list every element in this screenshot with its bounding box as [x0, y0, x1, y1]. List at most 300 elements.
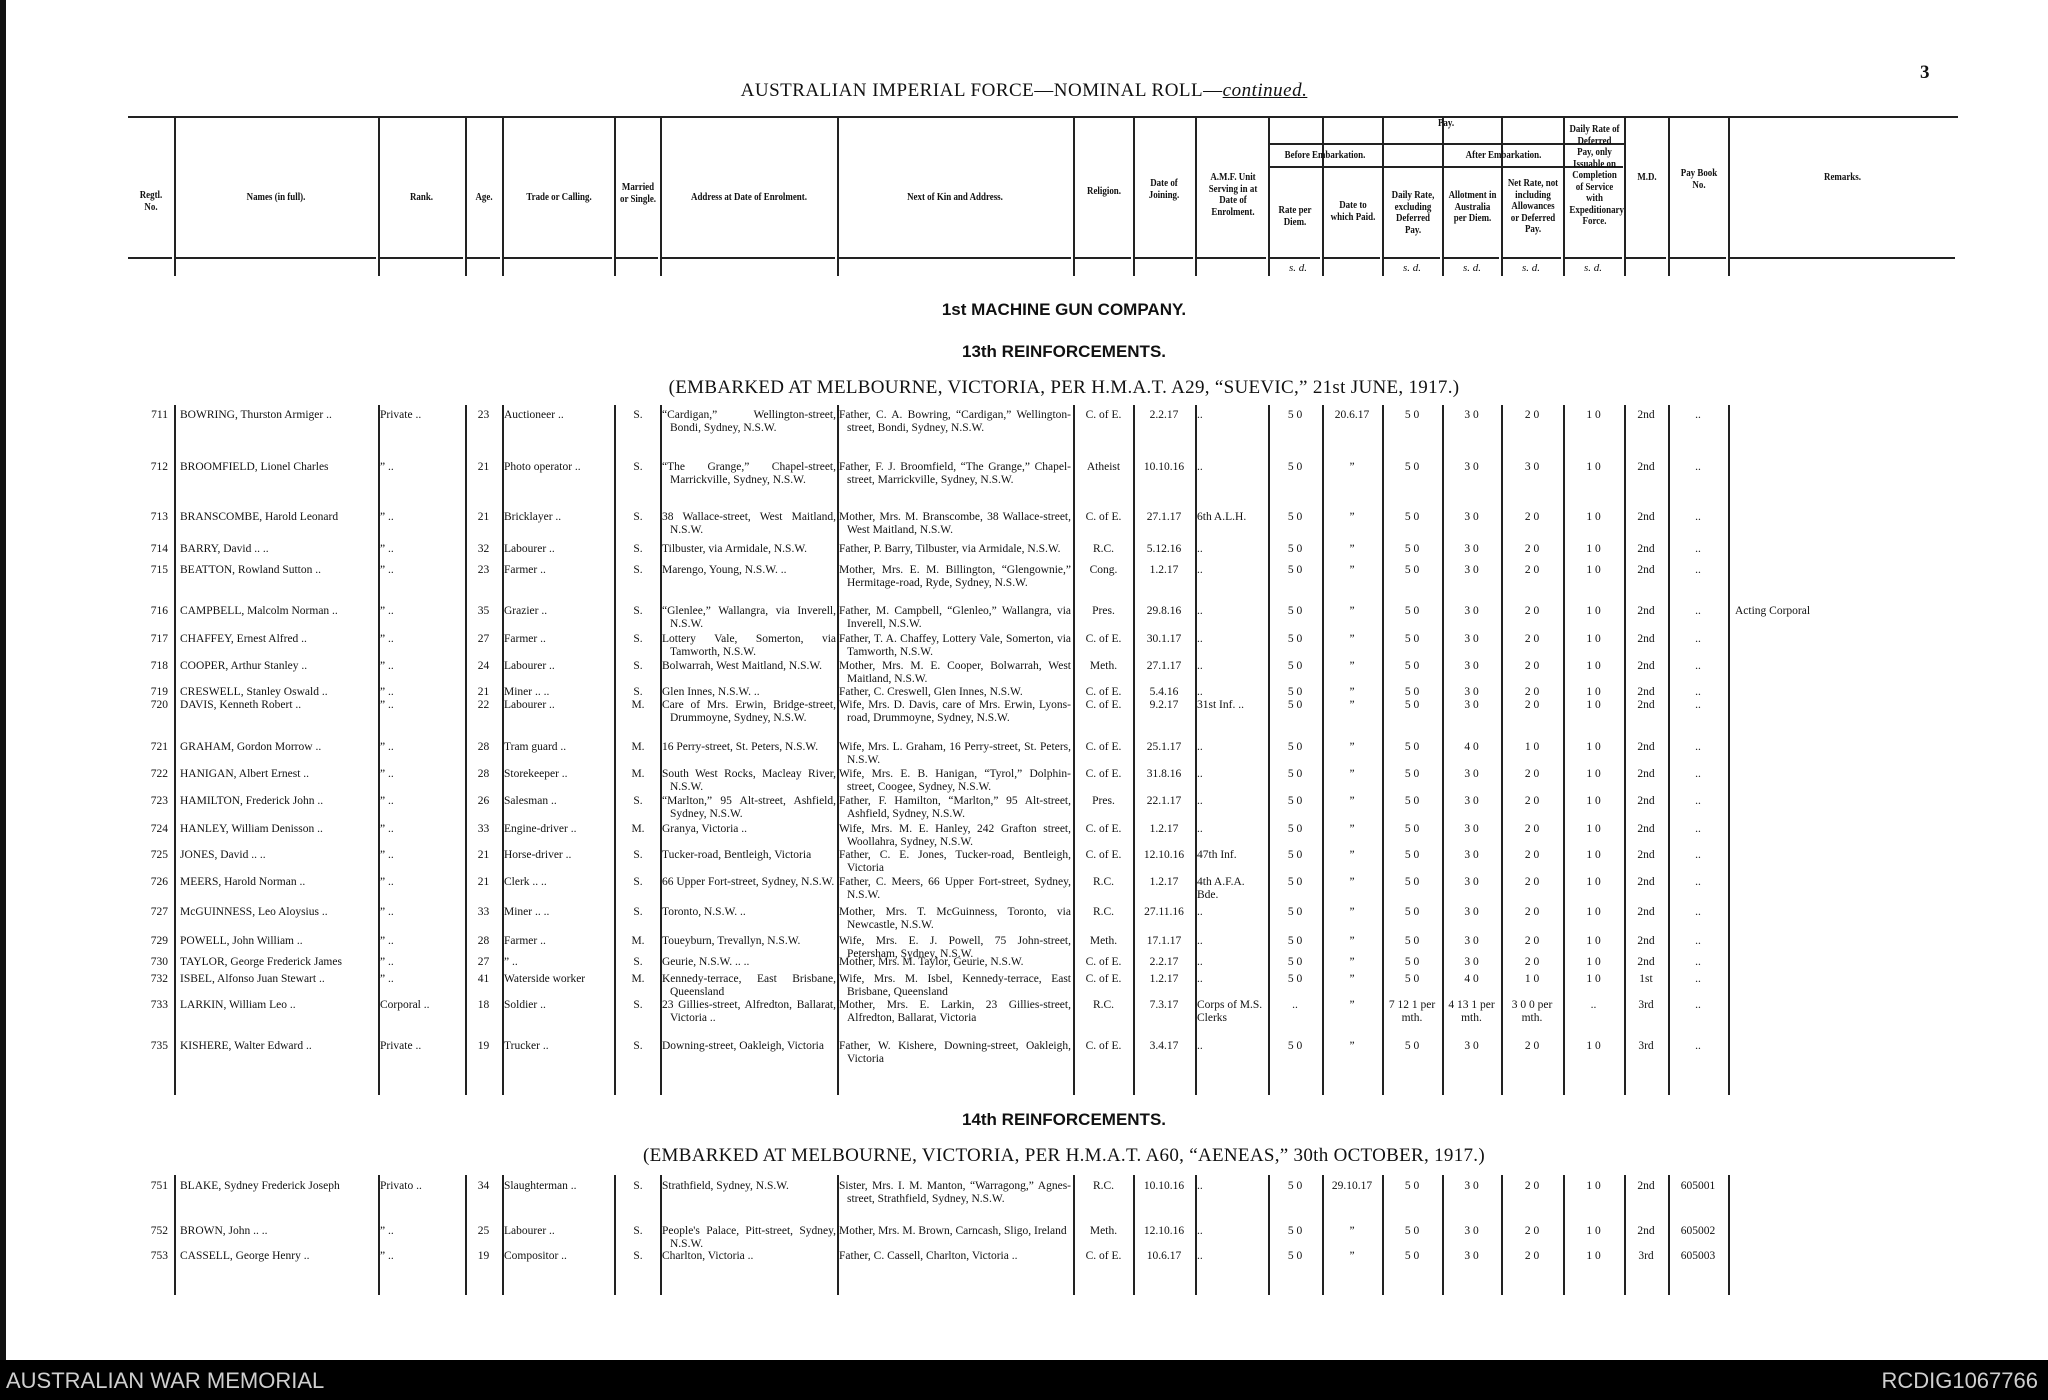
header-bottom-rule — [1730, 257, 1955, 259]
cell-kin: Father, P. Barry, Tilbuster, via Armidale, N.S.W. — [839, 543, 1061, 555]
cell-ms: S. — [633, 1250, 643, 1262]
cell-allot: 3 0 — [1464, 795, 1479, 807]
page-title — [0, 80, 2048, 102]
header-bottom-rule — [1444, 257, 1499, 259]
cell-allot: 3 0 — [1464, 409, 1479, 421]
cell-paybook: .. — [1695, 461, 1701, 473]
cell-net: 2 0 — [1524, 849, 1540, 861]
cell-religion: C. of E. — [1085, 511, 1122, 523]
cell-deferred: 1 0 — [1586, 876, 1601, 888]
cell-ms: S. — [633, 511, 643, 523]
cell-daily: 5 0 — [1404, 409, 1420, 421]
cell-kin: Wife, Mrs. L. Graham, 16 Perry-street, St. Peters, N.S.W. — [839, 741, 1071, 766]
cell-allot: 3 0 — [1464, 699, 1479, 711]
cell-allot: 3 0 — [1464, 686, 1479, 698]
cell-rate: 5 0 — [1287, 409, 1303, 421]
cell-ms: S. — [633, 876, 643, 888]
cell-address: “Cardigan,” Wellington-street, Bondi, Sydney, N.S.W. — [662, 409, 836, 434]
cell-kin: Father, F. J. Broomfield, “The Grange,” Chapel-street, Marrickville, Sydney, N.S.W. — [839, 461, 1071, 486]
cell-regt: 735 — [150, 1040, 168, 1052]
footer-bar — [0, 1360, 2048, 1400]
cell-age: 21 — [477, 461, 490, 473]
cell-deferred: 1 0 — [1586, 1040, 1601, 1052]
cell-regt: 751 — [150, 1180, 168, 1192]
cell-allot: 3 0 — [1464, 823, 1479, 835]
cell-ms: S. — [633, 686, 643, 698]
cell-allot: 3 0 — [1464, 1250, 1479, 1262]
cell-md: 2nd — [1637, 741, 1655, 753]
cell-kin: Father, C. A. Bowring, “Cardigan,” Wellington-street, Bondi, Sydney, N.S.W. — [839, 409, 1071, 434]
cell-md: 2nd — [1637, 660, 1655, 672]
cell-ms: S. — [633, 633, 643, 645]
cell-paid: ” — [1349, 1040, 1355, 1052]
cell-kin: Mother, Mrs. E. Larkin, 23 Gillies-street, Alfredton, Ballarat, Victoria — [839, 999, 1071, 1024]
cell-rank: ” .. — [380, 543, 394, 555]
cell-ms: M. — [631, 741, 645, 753]
cell-allot: 3 0 — [1464, 1225, 1479, 1237]
cell-deferred: 1 0 — [1586, 956, 1601, 968]
cell-md: 2nd — [1637, 686, 1655, 698]
cell-paybook: .. — [1695, 906, 1701, 918]
cell-net: 2 0 — [1524, 935, 1540, 947]
cell-trade: Waterside worker — [504, 973, 586, 985]
cell-paybook: 605002 — [1680, 1225, 1716, 1237]
cell-deferred: 1 0 — [1586, 660, 1601, 672]
cell-regt: 722 — [150, 768, 168, 780]
cell-religion: C. of E. — [1085, 768, 1122, 780]
cell-md: 2nd — [1637, 461, 1655, 473]
cell-religion: Pres. — [1092, 795, 1115, 807]
cell-regt: 719 — [150, 686, 168, 698]
column-divider — [1322, 116, 1324, 276]
cell-ms: S. — [633, 999, 643, 1011]
cell-allot: 4 0 — [1464, 741, 1479, 753]
cell-age: 26 — [477, 795, 490, 807]
cell-daily: 5 0 — [1404, 823, 1420, 835]
cell-paid: ” — [1349, 660, 1355, 672]
cell-address: “Marlton,” 95 Alt-street, Ashfield, Sydney, N.S.W. — [662, 795, 836, 820]
cell-paybook: .. — [1695, 686, 1701, 698]
cell-paybook: .. — [1695, 999, 1701, 1011]
cell-address: Tilbuster, via Armidale, N.S.W. — [662, 543, 807, 555]
cell-trade: Clerk .. .. — [504, 876, 547, 888]
cell-unit: 31st Inf. .. — [1197, 699, 1244, 711]
cell-age: 35 — [477, 605, 490, 617]
column-divider — [1668, 116, 1670, 276]
cell-allot: 3 0 — [1464, 564, 1479, 576]
cell-kin: Mother, Mrs. T. McGuinness, Toronto, via Newcastle, N.S.W. — [839, 906, 1071, 931]
sd-label: s. d. — [1583, 262, 1603, 274]
cell-religion: Cong. — [1089, 564, 1118, 576]
column-divider — [1563, 116, 1565, 276]
cell-paid: ” — [1349, 999, 1355, 1011]
cell-daily: 7 12 1 per mth. — [1388, 999, 1436, 1024]
cell-paybook: .. — [1695, 741, 1701, 753]
cell-trade: Photo operator .. — [504, 461, 581, 473]
cell-joined: 1.2.17 — [1149, 876, 1179, 888]
cell-age: 22 — [477, 699, 490, 711]
cell-daily: 5 0 — [1404, 768, 1420, 780]
col-net: Net Rate, not including Allowances or Deferred Pay. — [1507, 178, 1559, 235]
cell-rate: 5 0 — [1287, 699, 1303, 711]
cell-joined: 3.4.17 — [1149, 1040, 1179, 1052]
cell-age: 32 — [477, 543, 490, 555]
cell-address: 16 Perry-street, St. Peters, N.S.W. — [662, 741, 819, 753]
cell-religion: R.C. — [1092, 999, 1115, 1011]
cell-regt: 729 — [150, 935, 168, 947]
cell-daily: 5 0 — [1404, 956, 1420, 968]
cell-md: 2nd — [1637, 956, 1655, 968]
cell-ms: S. — [633, 409, 643, 421]
cell-rate: 5 0 — [1287, 1225, 1303, 1237]
cell-deferred: 1 0 — [1586, 849, 1601, 861]
cell-name: GRAHAM, Gordon Morrow .. — [180, 741, 322, 753]
cell-paybook: .. — [1695, 973, 1701, 985]
cell-address: Geurie, N.S.W. .. .. — [662, 956, 750, 968]
cell-paybook: .. — [1695, 849, 1701, 861]
cell-rank: ” .. — [380, 741, 394, 753]
cell-trade: Storekeeper .. — [504, 768, 568, 780]
cell-net: 2 0 — [1524, 633, 1540, 645]
cell-religion: C. of E. — [1085, 699, 1122, 711]
cell-unit: .. — [1197, 564, 1203, 576]
cell-address: Charlton, Victoria .. — [662, 1250, 754, 1262]
cell-allot: 3 0 — [1464, 935, 1479, 947]
cell-net: 3 0 — [1524, 461, 1540, 473]
cell-deferred: 1 0 — [1586, 633, 1601, 645]
cell-age: 33 — [477, 823, 490, 835]
cell-deferred: 1 0 — [1586, 686, 1601, 698]
cell-ms: M. — [631, 823, 645, 835]
cell-ms: S. — [633, 461, 643, 473]
cell-joined: 2.2.17 — [1149, 956, 1179, 968]
cell-daily: 5 0 — [1404, 906, 1420, 918]
cell-allot: 3 0 — [1464, 768, 1479, 780]
cell-deferred: 1 0 — [1586, 741, 1601, 753]
cell-unit: 4th A.F.A. Bde. — [1197, 876, 1245, 901]
cell-allot: 3 0 — [1464, 511, 1479, 523]
cell-md: 2nd — [1637, 605, 1655, 617]
cell-rate: .. — [1292, 999, 1298, 1011]
cell-md: 2nd — [1637, 823, 1655, 835]
cell-ms: S. — [633, 1040, 643, 1052]
cell-age: 23 — [477, 409, 490, 421]
cell-unit: .. — [1197, 741, 1203, 753]
cell-kin: Father, C. Creswell, Glen Innes, N.S.W. — [839, 686, 1023, 698]
cell-rate: 5 0 — [1287, 849, 1303, 861]
cell-rate: 5 0 — [1287, 543, 1303, 555]
cell-joined: 25.1.17 — [1146, 741, 1182, 753]
cell-md: 2nd — [1637, 699, 1655, 711]
page-number: 3 — [1920, 62, 1930, 83]
cell-regt: 712 — [150, 461, 168, 473]
cell-paid: ” — [1349, 906, 1355, 918]
cell-trade: Labourer .. — [504, 543, 555, 555]
cell-net: 3 0 0 per mth. — [1511, 999, 1553, 1024]
column-divider — [1624, 116, 1626, 276]
cell-joined: 30.1.17 — [1146, 633, 1182, 645]
column-divider — [378, 116, 380, 276]
cell-name: COOPER, Arthur Stanley .. — [180, 660, 308, 672]
cell-address: Strathfield, Sydney, N.S.W. — [662, 1180, 789, 1192]
cell-md: 2nd — [1637, 768, 1655, 780]
sd-label: s. d. — [1521, 262, 1541, 274]
cell-rank: ” .. — [380, 1225, 394, 1237]
cell-age: 23 — [477, 564, 490, 576]
cell-rank: Private .. — [380, 1040, 422, 1052]
col-regt: Regtl. No. — [139, 190, 163, 213]
col-before: Before Embarkation. — [1284, 150, 1366, 161]
cell-net: 2 0 — [1524, 511, 1540, 523]
cell-deferred: 1 0 — [1586, 1180, 1601, 1192]
cell-address: “The Grange,” Chapel-street, Marrickville, Sydney, N.S.W. — [662, 461, 836, 486]
cell-unit: .. — [1197, 461, 1203, 473]
cell-paybook: .. — [1695, 605, 1701, 617]
col-after: After Embarkation. — [1465, 150, 1542, 161]
cell-md: 1st — [1639, 973, 1653, 985]
header-bottom-rule — [1075, 257, 1131, 259]
cell-kin: Wife, Mrs. M. E. Hanley, 242 Grafton street, Woollahra, Sydney, N.S.W. — [839, 823, 1071, 848]
cell-md: 2nd — [1637, 1180, 1655, 1192]
cell-paid: ” — [1349, 768, 1355, 780]
cell-age: 27 — [477, 633, 490, 645]
cell-rank: ” .. — [380, 660, 394, 672]
cell-net: 2 0 — [1524, 605, 1540, 617]
cell-age: 27 — [477, 956, 490, 968]
cell-net: 2 0 — [1524, 409, 1540, 421]
cell-net: 2 0 — [1524, 660, 1540, 672]
cell-rank: ” .. — [380, 1250, 394, 1262]
cell-net: 2 0 — [1524, 768, 1540, 780]
col-name: Names (in full). — [246, 192, 306, 203]
cell-trade: ” .. — [504, 956, 518, 968]
cell-address: “Glenlee,” Wallangra, via Inverell, N.S.W. — [662, 605, 836, 630]
cell-deferred: 1 0 — [1586, 795, 1601, 807]
cell-rate: 5 0 — [1287, 660, 1303, 672]
column-divider — [1195, 116, 1197, 276]
cell-regt: 753 — [150, 1250, 168, 1262]
cell-age: 28 — [477, 768, 490, 780]
cell-paybook: .. — [1695, 564, 1701, 576]
col-age: Age. — [475, 192, 493, 203]
cell-age: 19 — [477, 1250, 490, 1262]
cell-kin: Wife, Mrs. E. J. Powell, 75 John-street, Petersham, Sydney, N.S.W. — [839, 935, 1071, 960]
col-religion: Religion. — [1087, 186, 1121, 197]
cell-age: 34 — [477, 1180, 490, 1192]
cell-religion: C. of E. — [1085, 1250, 1122, 1262]
sd-label: s. d. — [1402, 262, 1422, 274]
cell-daily: 5 0 — [1404, 511, 1420, 523]
cell-paid: 20.6.17 — [1334, 409, 1370, 421]
cell-net: 2 0 — [1524, 1040, 1540, 1052]
cell-ms: S. — [633, 660, 643, 672]
cell-age: 33 — [477, 906, 490, 918]
cell-deferred: 1 0 — [1586, 699, 1601, 711]
cell-name: DAVIS, Kenneth Robert .. — [180, 699, 302, 711]
cell-kin: Mother, Mrs. E. M. Billington, “Glengownie,” Hermitage-road, Ryde, Sydney, N.S.W. — [839, 564, 1071, 589]
col-paybook: Pay Book No. — [1680, 168, 1718, 191]
cell-age: 18 — [477, 999, 490, 1011]
cell-allot: 3 0 — [1464, 461, 1479, 473]
cell-age: 21 — [477, 849, 490, 861]
header-bottom-rule — [128, 257, 172, 259]
cell-unit: .. — [1197, 823, 1203, 835]
cell-ms: S. — [633, 564, 643, 576]
cell-religion: C. of E. — [1085, 849, 1122, 861]
cell-paid: ” — [1349, 935, 1355, 947]
cell-religion: R.C. — [1092, 876, 1115, 888]
cell-deferred: 1 0 — [1586, 461, 1601, 473]
cell-name: McGUINNESS, Leo Aloysius .. — [180, 906, 328, 918]
cell-ms: M. — [631, 699, 645, 711]
header-bottom-rule — [1384, 257, 1440, 259]
cell-deferred: 1 0 — [1586, 973, 1601, 985]
cell-name: BROOMFIELD, Lionel Charles — [180, 461, 329, 473]
cell-daily: 5 0 — [1404, 935, 1420, 947]
cell-trade: Salesman .. — [504, 795, 557, 807]
cell-religion: Pres. — [1092, 605, 1115, 617]
cell-allot: 3 0 — [1464, 1180, 1479, 1192]
cell-name: BOWRING, Thurston Armiger .. — [180, 409, 332, 421]
cell-joined: 2.2.17 — [1149, 409, 1179, 421]
col-pay: Pay. — [1437, 118, 1455, 129]
header-top-rule — [128, 116, 1958, 118]
cell-deferred: 1 0 — [1586, 935, 1601, 947]
section-13-embarked: (EMBARKED AT MELBOURNE, VICTORIA, PER H.M.A.T. A29, “SUEVIC,” 21st JUNE, 1917.) — [668, 377, 1460, 398]
cell-trade: Horse-driver .. — [504, 849, 572, 861]
cell-net: 2 0 — [1524, 1250, 1540, 1262]
column-divider — [502, 116, 504, 276]
cell-deferred: .. — [1590, 999, 1597, 1011]
col-deferred: Daily Rate of Deferred Pay, only Issuable on Completion of Service with Expeditionary Force. — [1569, 124, 1624, 227]
cell-name: BEATTON, Rowland Sutton .. — [180, 564, 321, 576]
cell-remarks: Acting Corporal — [1735, 605, 1811, 617]
cell-deferred: 1 0 — [1586, 543, 1601, 555]
cell-deferred: 1 0 — [1586, 409, 1601, 421]
cell-rate: 5 0 — [1287, 686, 1303, 698]
cell-address: Lottery Vale, Somerton, via Tamworth, N.S.W. — [662, 633, 836, 658]
cell-unit: .. — [1197, 956, 1203, 968]
cell-joined: 10.10.16 — [1143, 1180, 1185, 1192]
cell-rank: ” .. — [380, 876, 394, 888]
cell-regt: 718 — [150, 660, 168, 672]
cell-trade: Miner .. .. — [504, 906, 550, 918]
cell-paid: ” — [1349, 956, 1355, 968]
cell-paid: ” — [1349, 876, 1355, 888]
cell-religion: Meth. — [1089, 935, 1118, 947]
col-trade: Trade or Calling. — [526, 192, 592, 203]
column-divider — [614, 116, 616, 276]
cell-deferred: 1 0 — [1586, 1225, 1601, 1237]
cell-paybook: .. — [1695, 876, 1701, 888]
cell-trade: Tram guard .. — [504, 741, 567, 753]
col-unit: A.M.F. Unit Serving in at Date of Enrolment. — [1208, 172, 1258, 218]
cell-rank: ” .. — [380, 956, 394, 968]
cell-trade: Farmer .. — [504, 935, 546, 947]
cell-trade: Auctioneer .. — [504, 409, 564, 421]
cell-paybook: .. — [1695, 823, 1701, 835]
cell-age: 21 — [477, 876, 490, 888]
cell-daily: 5 0 — [1404, 1040, 1420, 1052]
cell-paybook: .. — [1695, 660, 1701, 672]
cell-net: 2 0 — [1524, 956, 1540, 968]
cell-net: 2 0 — [1524, 906, 1540, 918]
cell-address: Tucker-road, Bentleigh, Victoria — [662, 849, 812, 861]
cell-allot: 3 0 — [1464, 849, 1479, 861]
cell-joined: 1.2.17 — [1149, 564, 1179, 576]
cell-net: 2 0 — [1524, 699, 1540, 711]
cell-address: 38 Wallace-street, West Maitland, N.S.W. — [662, 511, 836, 536]
cell-kin: Father, C. Cassell, Charlton, Victoria .. — [839, 1250, 1018, 1262]
cell-daily: 5 0 — [1404, 461, 1420, 473]
cell-name: BRANSCOMBE, Harold Leonard — [180, 511, 339, 523]
cell-address: Marengo, Young, N.S.W. .. — [662, 564, 787, 576]
cell-joined: 10.10.16 — [1143, 461, 1185, 473]
cell-paybook: .. — [1695, 1040, 1701, 1052]
cell-unit: .. — [1197, 768, 1203, 780]
cell-joined: 5.4.16 — [1149, 686, 1179, 698]
col-allot: Allotment in Australia per Diem. — [1448, 190, 1497, 224]
section-14-embarked: (EMBARKED AT MELBOURNE, VICTORIA, PER H.M.A.T. A60, “AENEAS,” 30th OCTOBER, 1917.) — [643, 1145, 1485, 1166]
column-divider — [660, 116, 662, 276]
cell-allot: 3 0 — [1464, 876, 1479, 888]
cell-rate: 5 0 — [1287, 633, 1303, 645]
cell-age: 25 — [477, 1225, 490, 1237]
header-bottom-rule — [1134, 257, 1193, 259]
cell-joined: 12.10.16 — [1143, 1225, 1185, 1237]
header-bottom-rule — [380, 257, 463, 259]
cell-ms: S. — [633, 906, 643, 918]
header-bottom-rule — [504, 257, 612, 259]
footer-id: RCDIG1067766 — [1881, 1368, 2038, 1393]
cell-religion: C. of E. — [1085, 686, 1122, 698]
cell-md: 2nd — [1637, 935, 1655, 947]
cell-name: KISHERE, Walter Edward .. — [180, 1040, 312, 1052]
cell-daily: 5 0 — [1404, 795, 1420, 807]
cell-religion: C. of E. — [1085, 409, 1122, 421]
cell-trade: Labourer .. — [504, 1225, 555, 1237]
cell-name: CHAFFEY, Ernest Alfred .. — [180, 633, 307, 645]
header-bottom-rule — [1626, 257, 1666, 259]
cell-name: JONES, David .. .. — [180, 849, 266, 861]
cell-deferred: 1 0 — [1586, 768, 1601, 780]
cell-religion: C. of E. — [1085, 741, 1122, 753]
cell-paid: ” — [1349, 511, 1355, 523]
cell-joined: 7.3.17 — [1149, 999, 1179, 1011]
cell-paid: ” — [1349, 823, 1355, 835]
cell-trade: Labourer .. — [504, 699, 555, 711]
cell-paid: ” — [1349, 741, 1355, 753]
cell-joined: 27.1.17 — [1146, 660, 1182, 672]
cell-rank: ” .. — [380, 906, 394, 918]
cell-kin: Wife, Mrs. M. Isbel, Kennedy-terrace, East Brisbane, Queensland — [839, 973, 1071, 998]
header-bottom-rule — [1503, 257, 1561, 259]
cell-kin: Father, F. Hamilton, “Marlton,” 95 Alt-street, Ashfield, Sydney, N.S.W. — [839, 795, 1071, 820]
cell-rate: 5 0 — [1287, 906, 1303, 918]
cell-allot: 3 0 — [1464, 605, 1479, 617]
cell-daily: 5 0 — [1404, 543, 1420, 555]
cell-unit: .. — [1197, 1250, 1203, 1262]
cell-ms: M. — [631, 935, 645, 947]
cell-unit: .. — [1197, 973, 1203, 985]
cell-name: HANLEY, William Denisson .. — [180, 823, 323, 835]
cell-paid: ” — [1349, 605, 1355, 617]
cell-address: People's Palace, Pitt-street, Sydney, N.S.W. — [662, 1225, 836, 1250]
cell-allot: 4 0 — [1464, 973, 1479, 985]
title-text: AUSTRALIAN IMPERIAL FORCE—NOMINAL ROLL— — [740, 80, 1223, 101]
cell-joined: 5.12.16 — [1146, 543, 1182, 555]
cell-daily: 5 0 — [1404, 1180, 1420, 1192]
